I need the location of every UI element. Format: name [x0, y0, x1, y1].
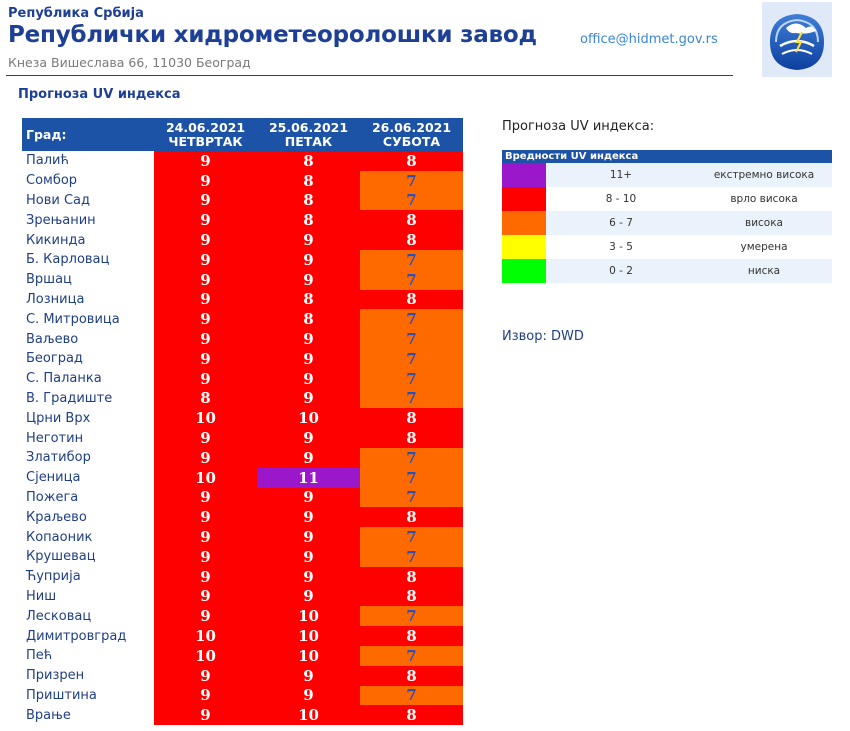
institution-name: Републички хидрометеоролошки завод: [8, 22, 537, 48]
uv-value-cell: 9: [154, 666, 257, 686]
table-row: [22, 191, 463, 211]
table-row: [22, 428, 463, 448]
uv-value-cell: 11: [257, 468, 360, 488]
city-name: Палић: [22, 151, 154, 171]
uv-value-cell: 10: [154, 626, 257, 646]
uv-value-cell: 9: [257, 547, 360, 567]
legend-range: 8 - 10: [546, 187, 696, 211]
table-row: [22, 448, 463, 468]
table-row: [22, 527, 463, 547]
uv-value-cell: 7: [360, 369, 463, 389]
uv-legend-table: [502, 150, 832, 283]
legend-row: [502, 259, 832, 283]
rhmz-logo-icon: [762, 2, 832, 77]
uv-value-cell: 9: [257, 428, 360, 448]
table-row: [22, 349, 463, 369]
uv-value-cell: 9: [154, 349, 257, 369]
uv-value-cell: 9: [154, 369, 257, 389]
uv-value-cell: 10: [154, 468, 257, 488]
day-weekday: ПЕТАК: [284, 133, 333, 149]
legend-header: Вредности UV индекса: [502, 150, 832, 163]
uv-value-cell: 9: [154, 250, 257, 270]
uv-value-cell: 9: [257, 349, 360, 369]
table-row: [22, 646, 463, 666]
uv-value-cell: 9: [154, 428, 257, 448]
uv-value-cell: 9: [257, 448, 360, 468]
day-date: 24.06.2021: [165, 119, 246, 135]
uv-value-cell: 9: [257, 507, 360, 527]
day-date: 26.06.2021: [371, 119, 452, 135]
uv-value-cell: 8: [360, 151, 463, 171]
uv-value-cell: 9: [257, 230, 360, 250]
table-row: [22, 686, 463, 706]
uv-value-cell: 8: [360, 408, 463, 428]
uv-value-cell: 7: [360, 468, 463, 488]
legend-range: 11+: [546, 163, 696, 187]
uv-value-cell: 9: [257, 686, 360, 706]
uv-value-cell: 7: [360, 349, 463, 369]
uv-value-cell: 8: [257, 309, 360, 329]
institution-address: Кнеза Вишеслава 66, 11030 Београд: [8, 55, 251, 70]
legend-color-swatch: [502, 235, 546, 259]
uv-value-cell: 8: [360, 587, 463, 607]
legend-color-swatch: [502, 211, 546, 235]
uv-value-cell: 8: [360, 567, 463, 587]
uv-value-cell: 9: [154, 329, 257, 349]
uv-value-cell: 10: [257, 606, 360, 626]
uv-value-cell: 8: [154, 389, 257, 409]
uv-value-cell: 7: [360, 547, 463, 567]
uv-value-cell: 9: [154, 686, 257, 706]
table-row: [22, 567, 463, 587]
uv-value-cell: 7: [360, 389, 463, 409]
uv-value-cell: 9: [257, 488, 360, 508]
legend-label: врло висока: [696, 187, 832, 211]
legend-row: [502, 187, 832, 211]
city-name: Неготин: [22, 428, 154, 448]
legend-row: [502, 235, 832, 259]
city-name: Београд: [22, 349, 154, 369]
uv-value-cell: 7: [360, 171, 463, 191]
city-name: Лесковац: [22, 606, 154, 626]
uv-value-cell: 9: [154, 210, 257, 230]
uv-value-cell: 7: [360, 686, 463, 706]
table-row: [22, 705, 463, 725]
uv-value-cell: 9: [154, 171, 257, 191]
table-row: [22, 507, 463, 527]
uv-value-cell: 7: [360, 527, 463, 547]
uv-value-cell: 9: [257, 329, 360, 349]
uv-value-cell: 9: [154, 309, 257, 329]
uv-value-cell: 10: [257, 646, 360, 666]
legend-body: [502, 163, 832, 283]
city-name: Б. Карловац: [22, 250, 154, 270]
city-name: Ваљево: [22, 329, 154, 349]
day-column-header: [360, 118, 463, 151]
uv-value-cell: 8: [360, 705, 463, 725]
table-row: [22, 488, 463, 508]
legend-label: ниска: [696, 259, 832, 283]
table-row: [22, 468, 463, 488]
uv-value-cell: 7: [360, 250, 463, 270]
table-row: [22, 547, 463, 567]
table-row: [22, 369, 463, 389]
legend-range: 3 - 5: [546, 235, 696, 259]
city-name: Кикинда: [22, 230, 154, 250]
legend-label: екстремно висока: [696, 163, 832, 187]
uv-value-cell: 9: [257, 666, 360, 686]
uv-value-cell: 9: [154, 547, 257, 567]
table-row: [22, 250, 463, 270]
uv-value-cell: 8: [360, 230, 463, 250]
uv-value-cell: 9: [257, 587, 360, 607]
uv-value-cell: 9: [154, 270, 257, 290]
uv-value-cell: 7: [360, 191, 463, 211]
uv-value-cell: 9: [257, 527, 360, 547]
uv-value-cell: 9: [257, 270, 360, 290]
legend-label: висока: [696, 211, 832, 235]
uv-value-cell: 8: [257, 290, 360, 310]
table-header-row: [22, 118, 463, 151]
country-name: Република Србија: [8, 6, 144, 21]
uv-value-cell: 9: [154, 705, 257, 725]
city-name: Ниш: [22, 587, 154, 607]
uv-value-cell: 9: [257, 567, 360, 587]
table-row: [22, 389, 463, 409]
table-row: [22, 606, 463, 626]
uv-value-cell: 9: [154, 191, 257, 211]
day-weekday: ЧЕТВРТАК: [168, 133, 243, 149]
legend-color-swatch: [502, 163, 546, 187]
uv-value-cell: 10: [154, 408, 257, 428]
uv-value-cell: 9: [154, 587, 257, 607]
uv-value-cell: 8: [360, 626, 463, 646]
uv-value-cell: 9: [154, 448, 257, 468]
city-name: Црни Врх: [22, 408, 154, 428]
city-name: С. Митровица: [22, 309, 154, 329]
data-source: Извор: DWD: [502, 329, 584, 344]
city-name: В. Градиште: [22, 389, 154, 409]
day-weekday: СУБОТА: [382, 133, 441, 149]
uv-value-cell: 8: [360, 507, 463, 527]
header-divider: [6, 75, 733, 76]
uv-value-cell: 8: [257, 210, 360, 230]
city-name: Врање: [22, 705, 154, 725]
uv-value-cell: 10: [257, 408, 360, 428]
uv-value-cell: 9: [154, 507, 257, 527]
uv-value-cell: 10: [154, 646, 257, 666]
city-name: Приштина: [22, 686, 154, 706]
uv-value-cell: 9: [154, 151, 257, 171]
legend-row: [502, 211, 832, 235]
uv-value-cell: 9: [154, 527, 257, 547]
city-name: Ћуприја: [22, 567, 154, 587]
uv-value-cell: 9: [257, 389, 360, 409]
uv-value-cell: 7: [360, 329, 463, 349]
city-name: С. Паланка: [22, 369, 154, 389]
city-name: Крушевац: [22, 547, 154, 567]
uv-value-cell: 7: [360, 448, 463, 468]
city-name: Пећ: [22, 646, 154, 666]
uv-value-cell: 8: [257, 151, 360, 171]
city-name: Пожега: [22, 488, 154, 508]
city-name: Сомбор: [22, 171, 154, 191]
city-name: Призрен: [22, 666, 154, 686]
legend-range: 0 - 2: [546, 259, 696, 283]
uv-value-cell: 7: [360, 309, 463, 329]
uv-value-cell: 9: [154, 606, 257, 626]
email-link[interactable]: office@hidmet.gov.rs: [580, 32, 718, 47]
uv-value-cell: 8: [360, 210, 463, 230]
city-name: Краљево: [22, 507, 154, 527]
table-row: [22, 290, 463, 310]
uv-table-body: [22, 151, 463, 725]
table-row: [22, 329, 463, 349]
city-name: Димитровград: [22, 626, 154, 646]
day-column-header: [154, 118, 257, 151]
page-title: Прогноза UV индекса: [18, 87, 181, 102]
table-row: [22, 309, 463, 329]
city-name: Зрењанин: [22, 210, 154, 230]
uv-value-cell: 9: [257, 369, 360, 389]
day-column-header: [257, 118, 360, 151]
uv-value-cell: 8: [360, 666, 463, 686]
table-row: [22, 626, 463, 646]
city-column-header: Град:: [22, 118, 154, 151]
uv-value-cell: 10: [257, 626, 360, 646]
uv-forecast-table: [22, 118, 463, 725]
table-row: [22, 270, 463, 290]
day-date: 25.06.2021: [268, 119, 349, 135]
uv-value-cell: 7: [360, 488, 463, 508]
table-row: [22, 587, 463, 607]
table-row: [22, 408, 463, 428]
legend-title: Прогноза UV индекса:: [502, 119, 655, 134]
uv-value-cell: 10: [257, 705, 360, 725]
legend-row: [502, 163, 832, 187]
uv-value-cell: 7: [360, 606, 463, 626]
uv-value-cell: 8: [257, 171, 360, 191]
city-name: Сјеница: [22, 468, 154, 488]
city-name: Лозница: [22, 290, 154, 310]
uv-value-cell: 9: [154, 567, 257, 587]
table-row: [22, 151, 463, 171]
table-row: [22, 210, 463, 230]
uv-value-cell: 8: [360, 428, 463, 448]
uv-value-cell: 9: [257, 250, 360, 270]
uv-value-cell: 7: [360, 646, 463, 666]
uv-value-cell: 7: [360, 270, 463, 290]
uv-value-cell: 9: [154, 230, 257, 250]
legend-range: 6 - 7: [546, 211, 696, 235]
table-row: [22, 230, 463, 250]
uv-value-cell: 9: [154, 290, 257, 310]
table-row: [22, 171, 463, 191]
legend-color-swatch: [502, 259, 546, 283]
uv-value-cell: 9: [154, 488, 257, 508]
city-name: Вршац: [22, 270, 154, 290]
city-name: Копаоник: [22, 527, 154, 547]
uv-value-cell: 8: [257, 191, 360, 211]
table-row: [22, 666, 463, 686]
legend-color-swatch: [502, 187, 546, 211]
legend-label: умерена: [696, 235, 832, 259]
uv-value-cell: 8: [360, 290, 463, 310]
city-name: Нови Сад: [22, 191, 154, 211]
city-name: Златибор: [22, 448, 154, 468]
